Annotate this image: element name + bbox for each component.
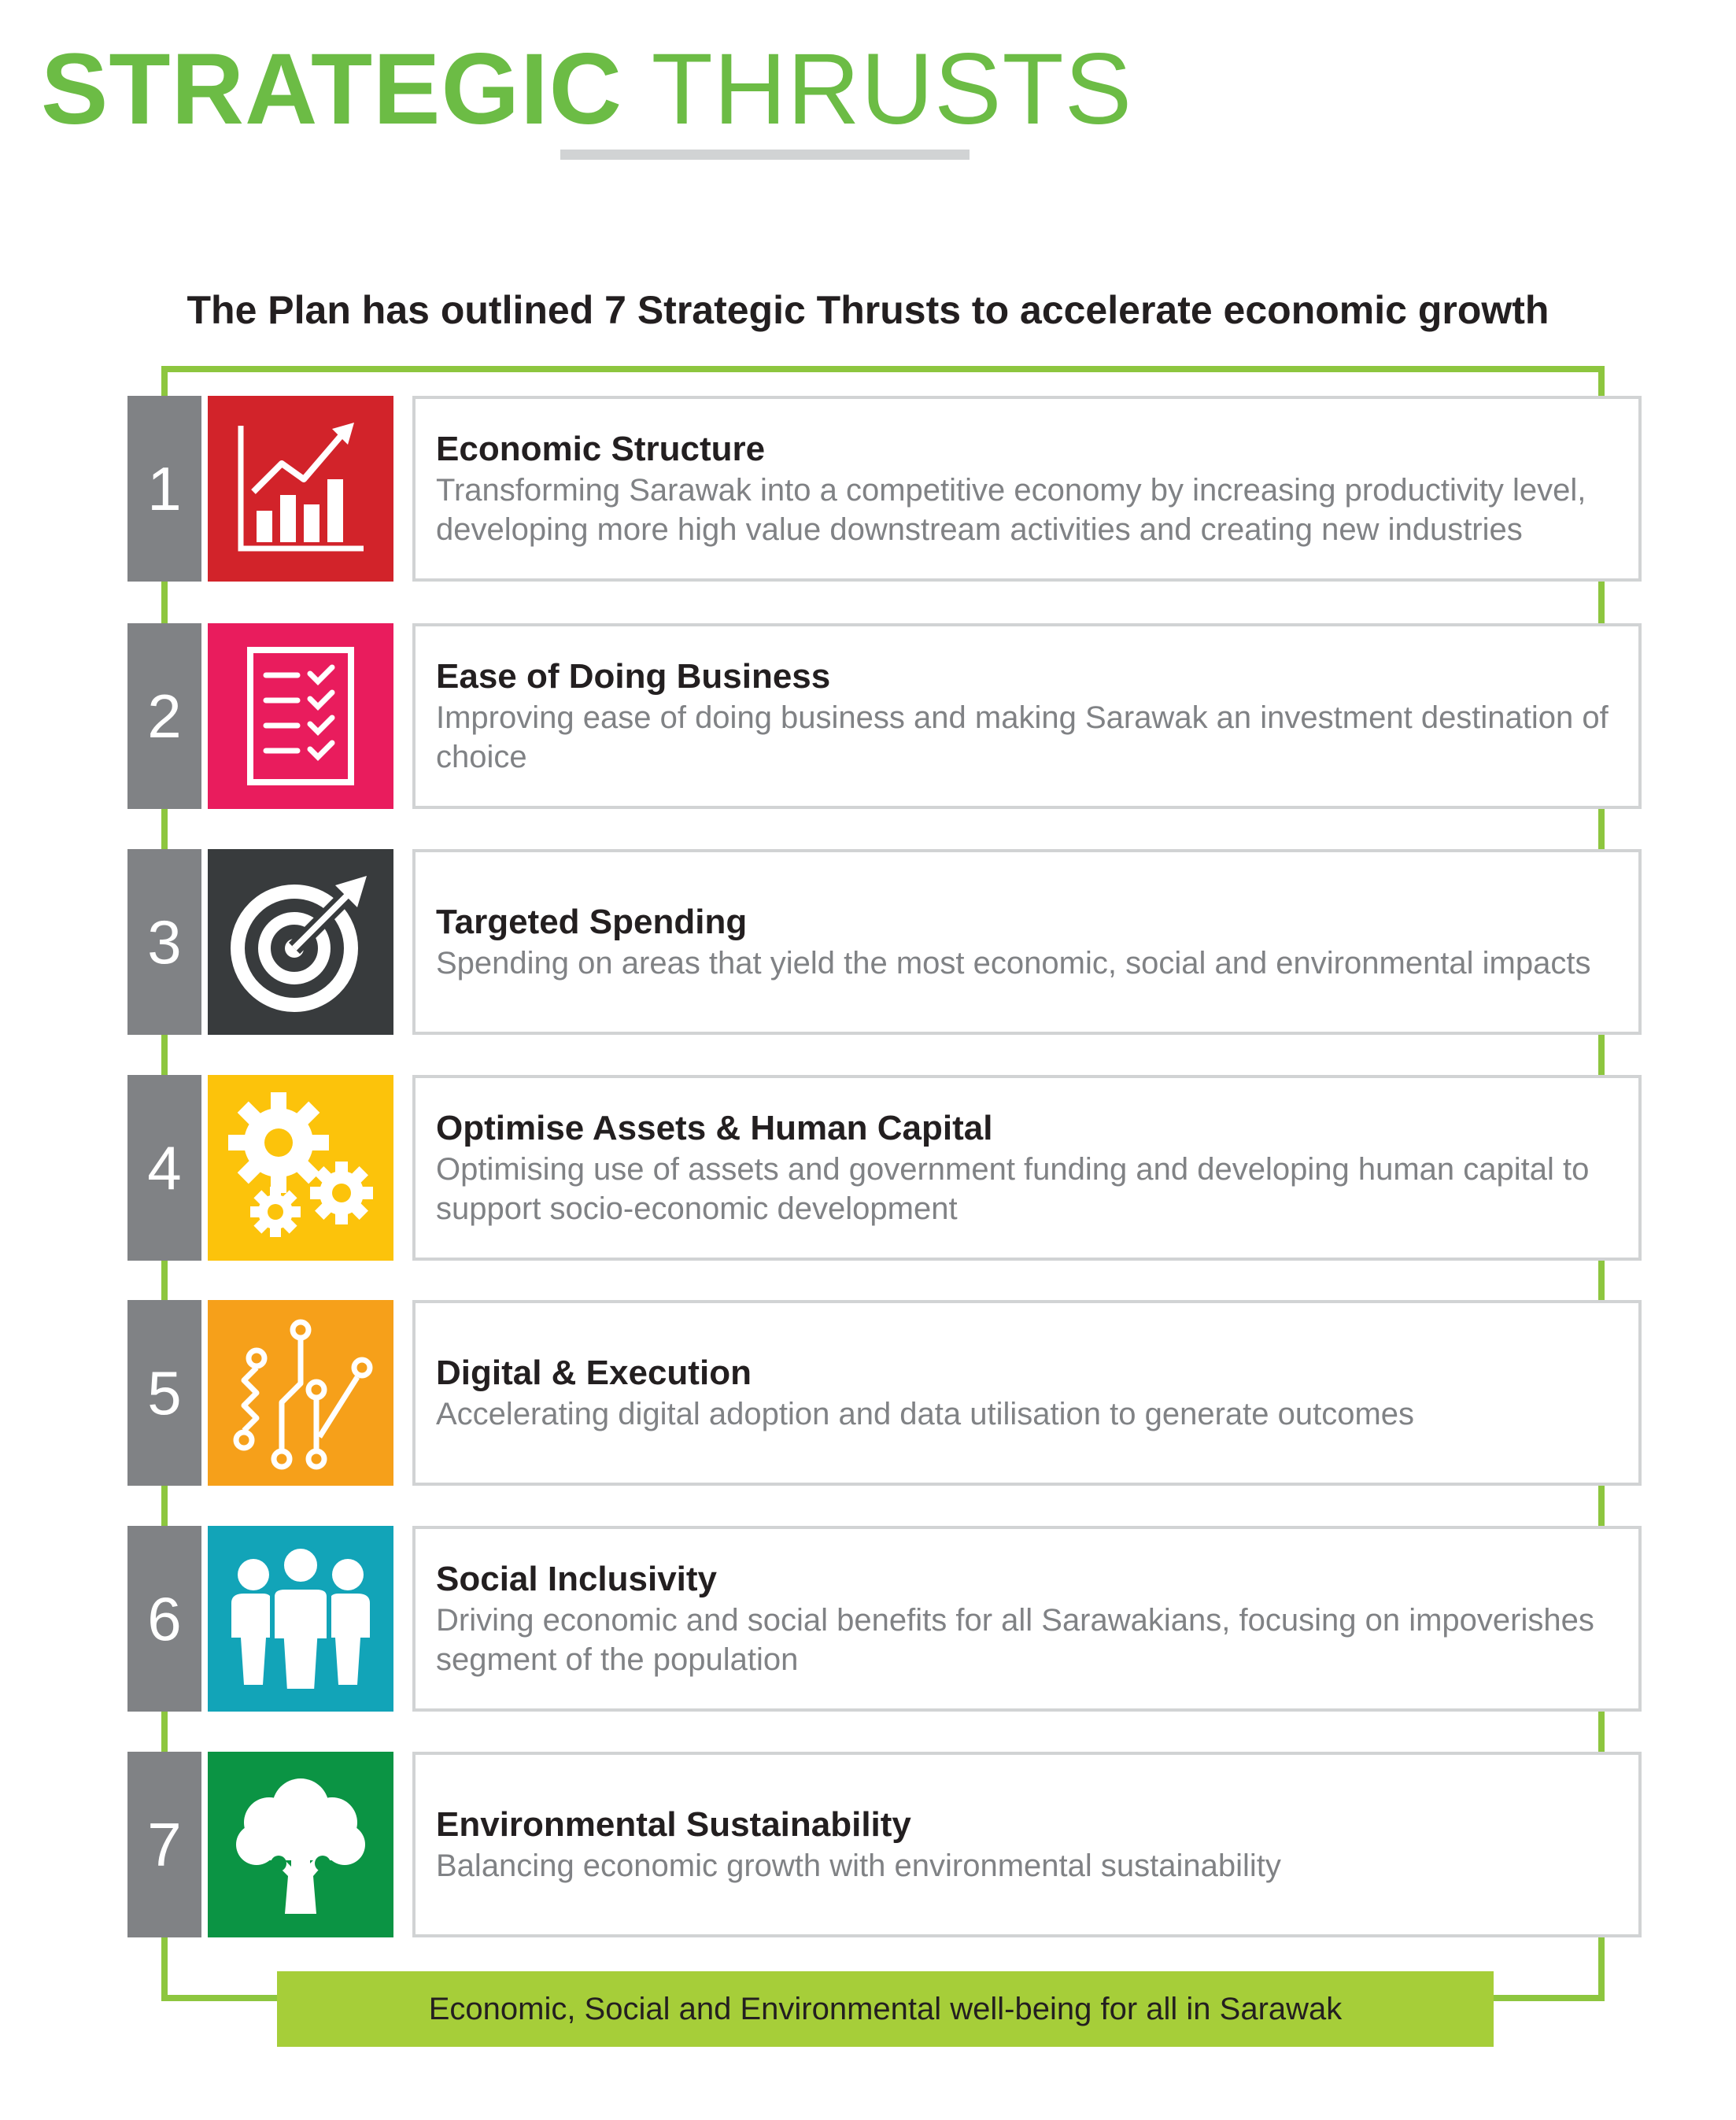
thrust-title: Optimise Assets & Human Capital — [436, 1109, 993, 1147]
thrust-icon-box — [208, 623, 393, 809]
thrust-row-2 — [127, 623, 1643, 809]
title-bold-word: STRATEGIC — [41, 33, 623, 146]
people-icon — [222, 1540, 379, 1697]
thrust-number: 7 — [127, 1752, 201, 1937]
thrust-row-6 — [127, 1526, 1643, 1712]
page-title — [41, 33, 1133, 146]
thrust-icon-box — [208, 1752, 393, 1937]
thrust-number: 4 — [127, 1075, 201, 1261]
thrust-title: Environmental Sustainability — [436, 1805, 911, 1844]
subtitle: The Plan has outlined 7 Strategic Thrusts to accelerate economic growth — [187, 288, 1549, 332]
thrust-title: Ease of Doing Business — [436, 657, 831, 696]
target-icon — [222, 863, 379, 1021]
thrust-description: Accelerating digital adoption and data utilisation to generate outcomes — [436, 1397, 1415, 1431]
thrust-description: Improving ease of doing business and making Sarawak an investment destination of choice — [436, 700, 1609, 774]
thrust-row-1 — [127, 396, 1643, 582]
thrust-icon-box — [208, 1075, 393, 1261]
thrust-number: 1 — [127, 396, 201, 582]
thrust-description: Spending on areas that yield the most economic, social and environmental impacts — [436, 946, 1591, 981]
thrust-icon-box — [208, 849, 393, 1035]
tree-icon — [222, 1766, 379, 1923]
thrust-row-4 — [127, 1075, 1643, 1261]
thrust-icon-box — [208, 1526, 393, 1712]
footer-banner: Economic, Social and Environmental well-being for all in Sarawak — [277, 1971, 1494, 2047]
thrust-row-5 — [127, 1300, 1643, 1486]
thrust-card — [412, 396, 1642, 582]
thrust-card — [412, 1752, 1642, 1937]
thrust-description: Optimising use of assets and government funding and developing human capital to support socio-economic development — [436, 1152, 1590, 1226]
thrust-row-7 — [127, 1752, 1643, 1937]
thrust-card — [412, 1300, 1642, 1486]
thrust-number: 5 — [127, 1300, 201, 1486]
thrust-description: Driving economic and social benefits for all Sarawakians, focusing on impoverishes segment of the population — [436, 1603, 1594, 1677]
thrust-description: Transforming Sarawak into a competitive economy by increasing productivity level, developing more high value downstream activities and creating new industries — [436, 473, 1586, 547]
title-light-word: THRUSTS — [651, 33, 1133, 146]
thrust-row-3 — [127, 849, 1643, 1035]
thrust-card — [412, 849, 1642, 1035]
thrust-title: Economic Structure — [436, 430, 766, 468]
thrust-card — [412, 1075, 1642, 1261]
thrust-number: 3 — [127, 849, 201, 1035]
checklist-icon — [222, 637, 379, 795]
thrust-number: 2 — [127, 623, 201, 809]
thrust-icon-box — [208, 396, 393, 582]
thrust-title: Targeted Spending — [436, 903, 748, 941]
thrust-title: Digital & Execution — [436, 1354, 752, 1392]
gears-icon — [222, 1089, 379, 1247]
thrust-number: 6 — [127, 1526, 201, 1712]
thrust-icon-box — [208, 1300, 393, 1486]
thrust-card — [412, 623, 1642, 809]
growth-chart-icon — [222, 410, 379, 567]
title-underline — [560, 150, 970, 160]
thrust-card — [412, 1526, 1642, 1712]
thrust-title: Social Inclusivity — [436, 1560, 718, 1598]
thrust-description: Balancing economic growth with environmental sustainability — [436, 1849, 1281, 1883]
circuit-icon — [222, 1314, 379, 1472]
